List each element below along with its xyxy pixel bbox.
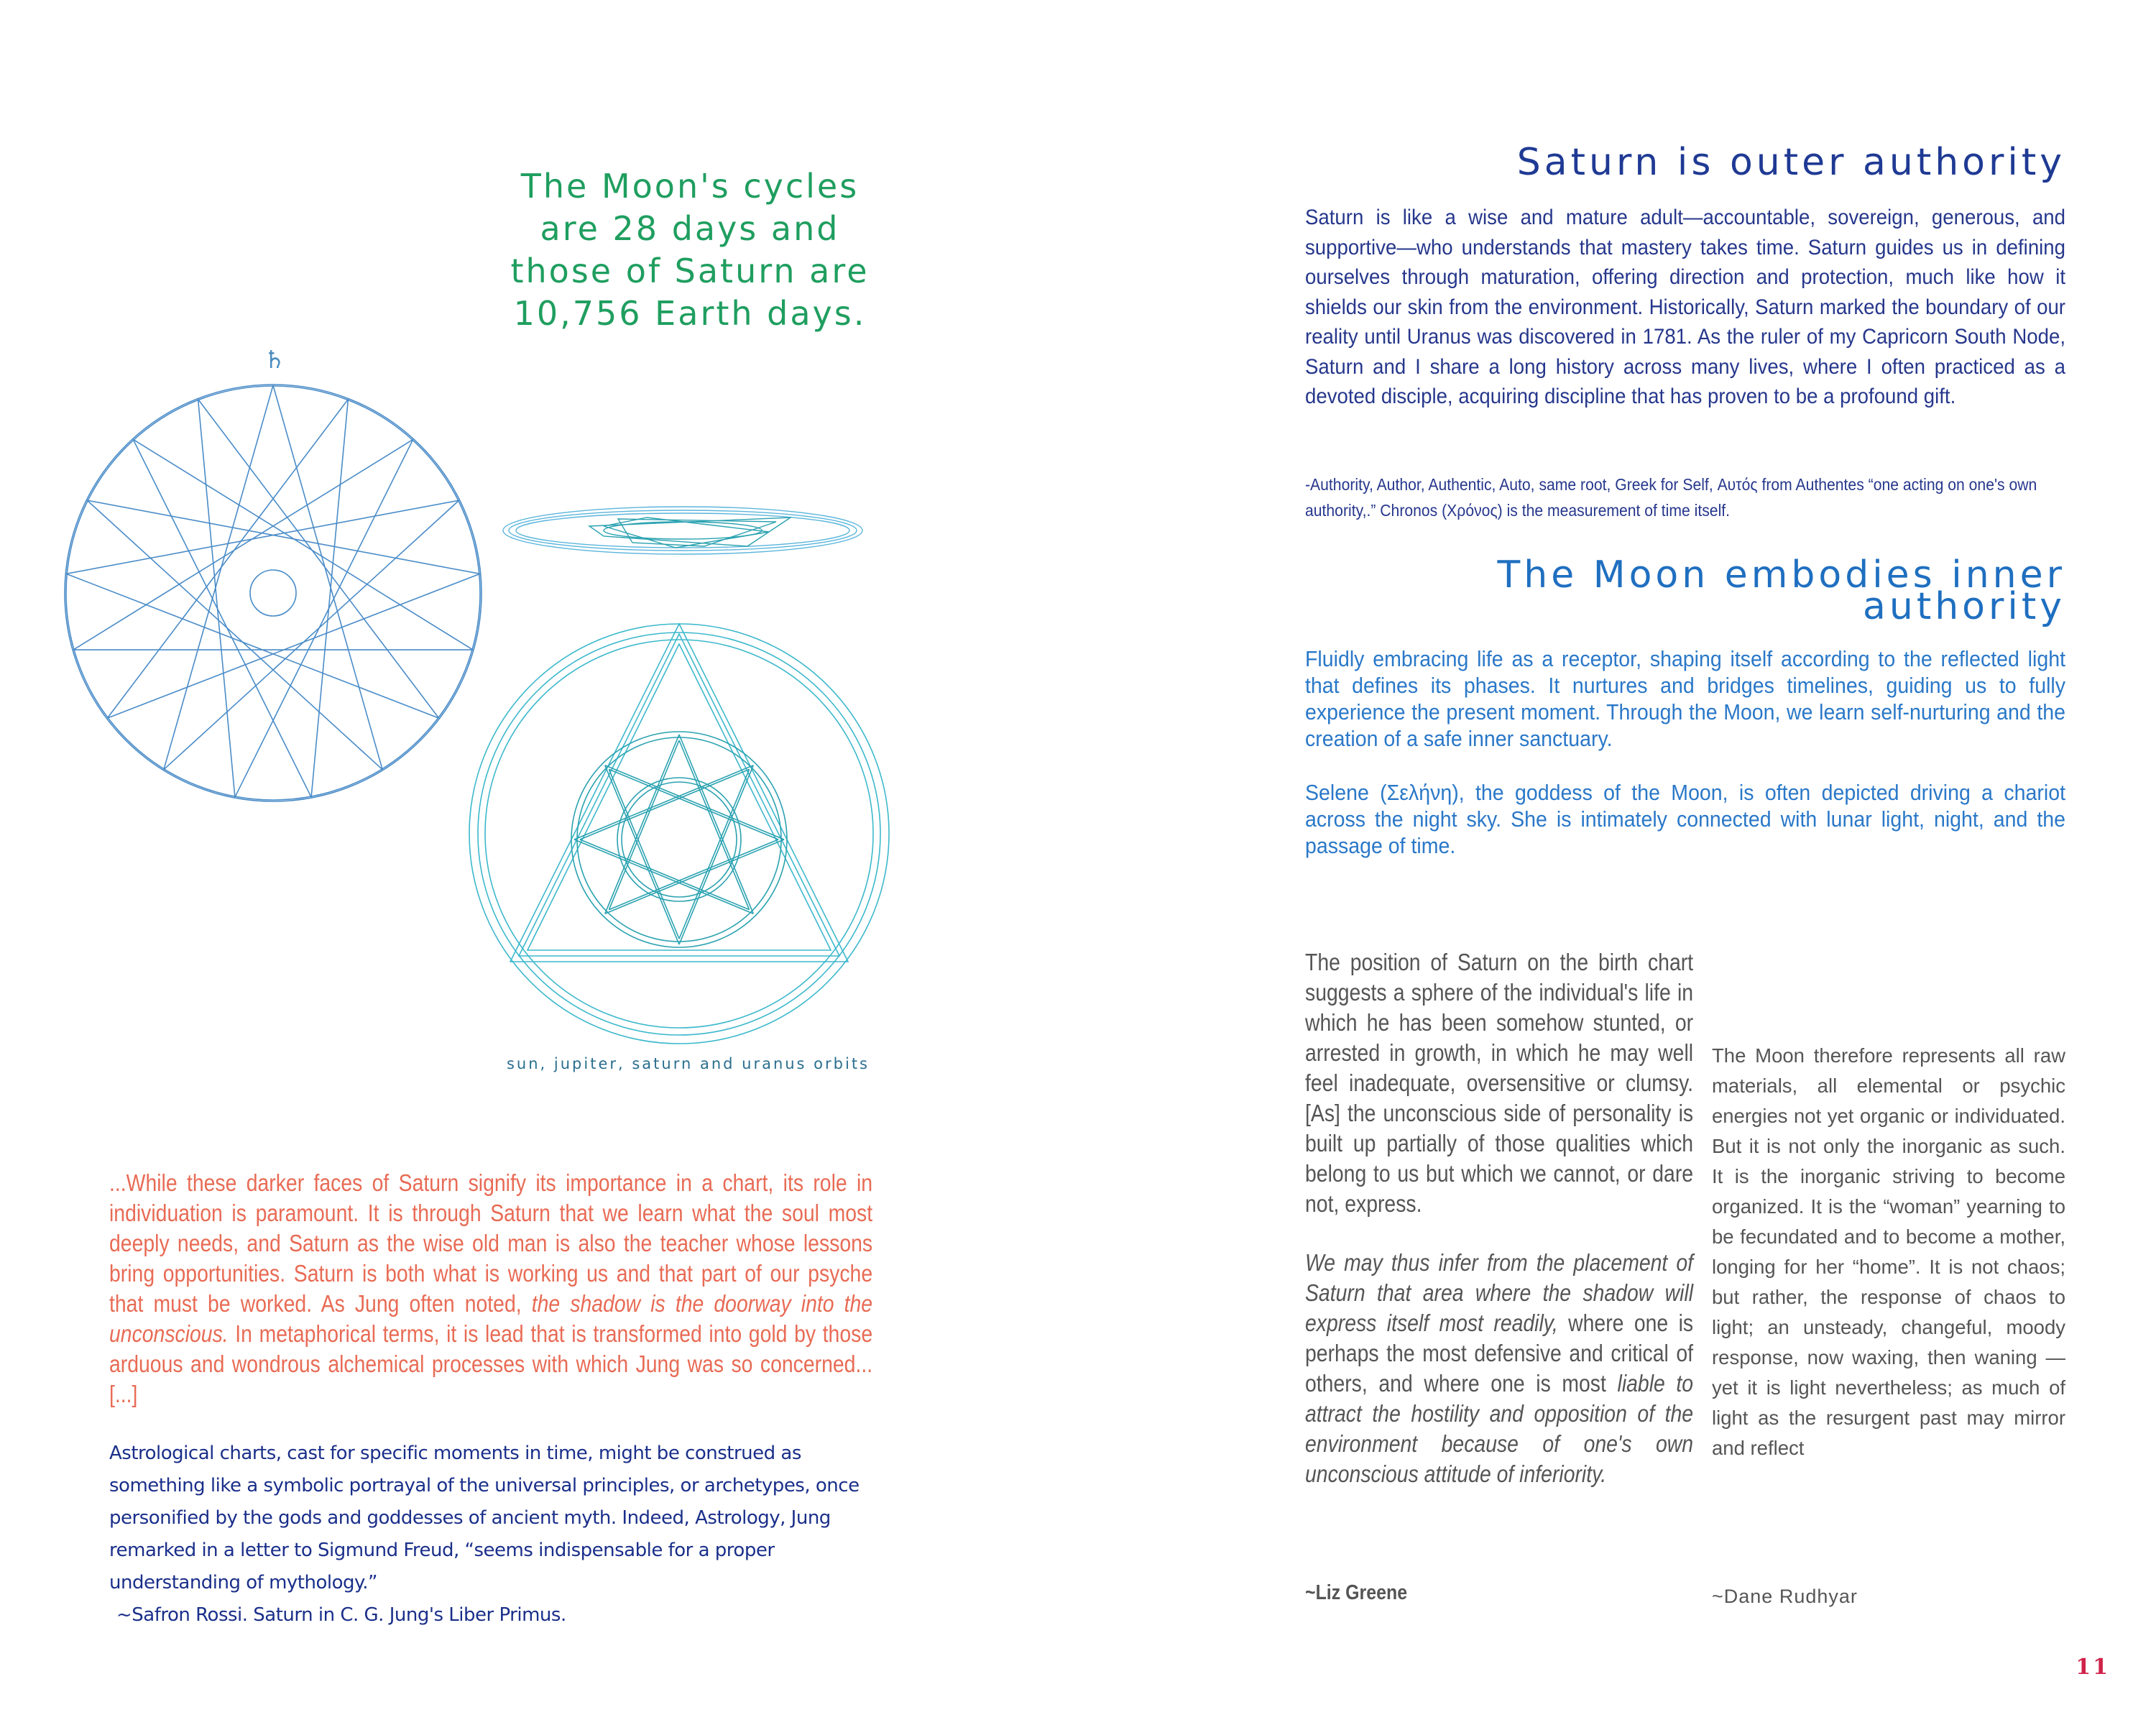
greene-paragraph-2	[1305, 1248, 1693, 1489]
quote-attribution: ~Safron Rossi. Saturn in C. G. Jung's Liber Primus.	[116, 1604, 566, 1626]
moon-cycles-caption: The Moon's cycles are 28 days and those of Saturn are 10,756 Earth days.	[510, 167, 870, 333]
star-line	[235, 439, 413, 797]
star-line	[107, 400, 348, 719]
star-line	[198, 400, 235, 798]
orbits-geometric-figure	[57, 338, 891, 1057]
moon-heading-line1: The Moon embodies inner	[1497, 553, 2065, 597]
quote-text-part1: ...While these darker faces of Saturn signify its importance in a chart, its role in individuation is paramount. It is through Saturn that we learn what the soul most deeply needs, and Saturn as the wise old man is also the teacher whose lessons bring opportunities. Saturn is both what is working us and that part of our psyche that must be worked. As Jung often noted,	[109, 1169, 873, 1317]
orbit-ellipse-drawing	[503, 507, 862, 554]
page-number: 11	[2076, 1655, 2110, 1680]
moon-heading-line2: authority	[1863, 585, 2065, 628]
saturn-paragraph: Saturn is like a wise and mature adult—accountable, sovereign, generous, and supportive—who understands that mastery takes time. Saturn guides us in defining ourselves through maturation, offering direction and protection, much like how it shields our skin from the environment. Historically, Saturn marked the boundary of our reality until Uranus was discovered in 1781. As the ruler of my Capricorn South Node, Saturn and I share a long history across many lives, where I often practiced as a devoted disciple, acquiring discipline that has proven to be a profound gift.	[1305, 206, 2065, 408]
moon-paragraph-2: Selene (Σελήνη), the goddess of the Moon, is often depicted driving a chariot across the night sky. She is intimately connected with lunar light, night, and the passage of time.	[1305, 780, 2065, 858]
star-line	[198, 400, 439, 719]
star-line	[66, 574, 438, 718]
authority-etymology-note: -Authority, Author, Authentic, Auto, same root, Greek for Self, Αυτός from Authentes “one acting on one's own authority,.” Chronos (Χρόνος) is the measurement of time itself.	[1305, 475, 2037, 520]
greene-paragraph-1: The position of Saturn on the birth chart suggests a sphere of the individual's life in which he has been somehow stunted, or arrested in growth, in which he may well feel inadequate, oversensitive or clumsy. [As] the unconscious side of personality is built up partially of those qualities which belong to us but which we cannot, or dare not, express.	[1305, 949, 1694, 1217]
saturn-individuation-quote	[109, 1168, 872, 1409]
moon-paragraph-1: Fluidly embracing life as a receptor, shaping itself according to the reflected light that defines its phases. It nurtures and bridges timelines, guiding us to fully experience the present moment. Through the Moon, we learn self-nurturing and the creation of a safe inner sanctuary.	[1305, 646, 2065, 751]
saturn-heading: Saturn is outer authority	[1516, 141, 2065, 184]
greene-normal-1: where one is perhaps the most defensive and critical of others, and where one is most	[1305, 1310, 1694, 1397]
rudhyar-attribution: ~Dane Rudhyar	[1712, 1586, 1858, 1607]
quote-text-part2: In metaphorical terms, it is lead that is transformed into gold by those arduous and wondrous alchemical processes with which Jung was so concerned... [...]	[109, 1320, 873, 1407]
star-line	[73, 439, 413, 650]
greene-italic-1: We may thus infer from the placement of Saturn that area where the shadow will express itself most readily,	[1305, 1249, 1694, 1336]
greene-italic-2: liable to attract the hostility and opposition of the environment because of one's own unconscious attitude of inferiority.	[1305, 1370, 1694, 1487]
quote-text-italic: the shadow is the doorway into the unconscious.	[109, 1290, 873, 1347]
moon-heading	[1311, 553, 2065, 628]
star-line	[311, 400, 348, 798]
moon-paragraphs	[1305, 645, 2065, 886]
dane-rudhyar-column: The Moon therefore represents all raw materials, all elemental or psychic energies not yet organic or individuated. But it is not only the inorganic as such. It is the inorganic striving to become organized. It is the “woman” yearning to be fecundated and to become a mother, longing for her “home”. It is not chaos; but rather, the response of chaos to light; an unsteady, changeful, moody response, now waxing, then waning — yet it is light nevertheless; as much of light as the resurgent past may mirror and reflect	[1712, 1044, 2065, 1459]
star-line	[107, 574, 479, 718]
star-line	[164, 500, 459, 770]
quote-text: Astrological charts, cast for specific moments in time, might be construed as something like a symbolic portrayal of the universal principles, or archetypes, once personified by the gods and goddesses of ancient myth. Indeed, Astrology, Jung remarked in a letter to Sigmund Freud, “seems indispensable for a proper understanding of mythology.”	[109, 1443, 860, 1593]
star-line	[87, 500, 382, 770]
figure-caption: sun, jupiter, saturn and uranus orbits	[506, 1055, 870, 1072]
saturn-glyph-icon: ♄	[263, 346, 286, 374]
astrology-mythology-quote	[109, 1438, 872, 1632]
star-line	[87, 500, 479, 574]
star-line	[66, 500, 459, 574]
star-line	[133, 439, 473, 650]
liz-greene-column	[1305, 947, 1693, 1518]
triangle-octagram-drawing	[469, 624, 889, 1044]
star-line	[133, 439, 311, 797]
star-wheel-drawing	[65, 385, 482, 801]
greene-attribution: ~Liz Greene	[1305, 1581, 1408, 1604]
